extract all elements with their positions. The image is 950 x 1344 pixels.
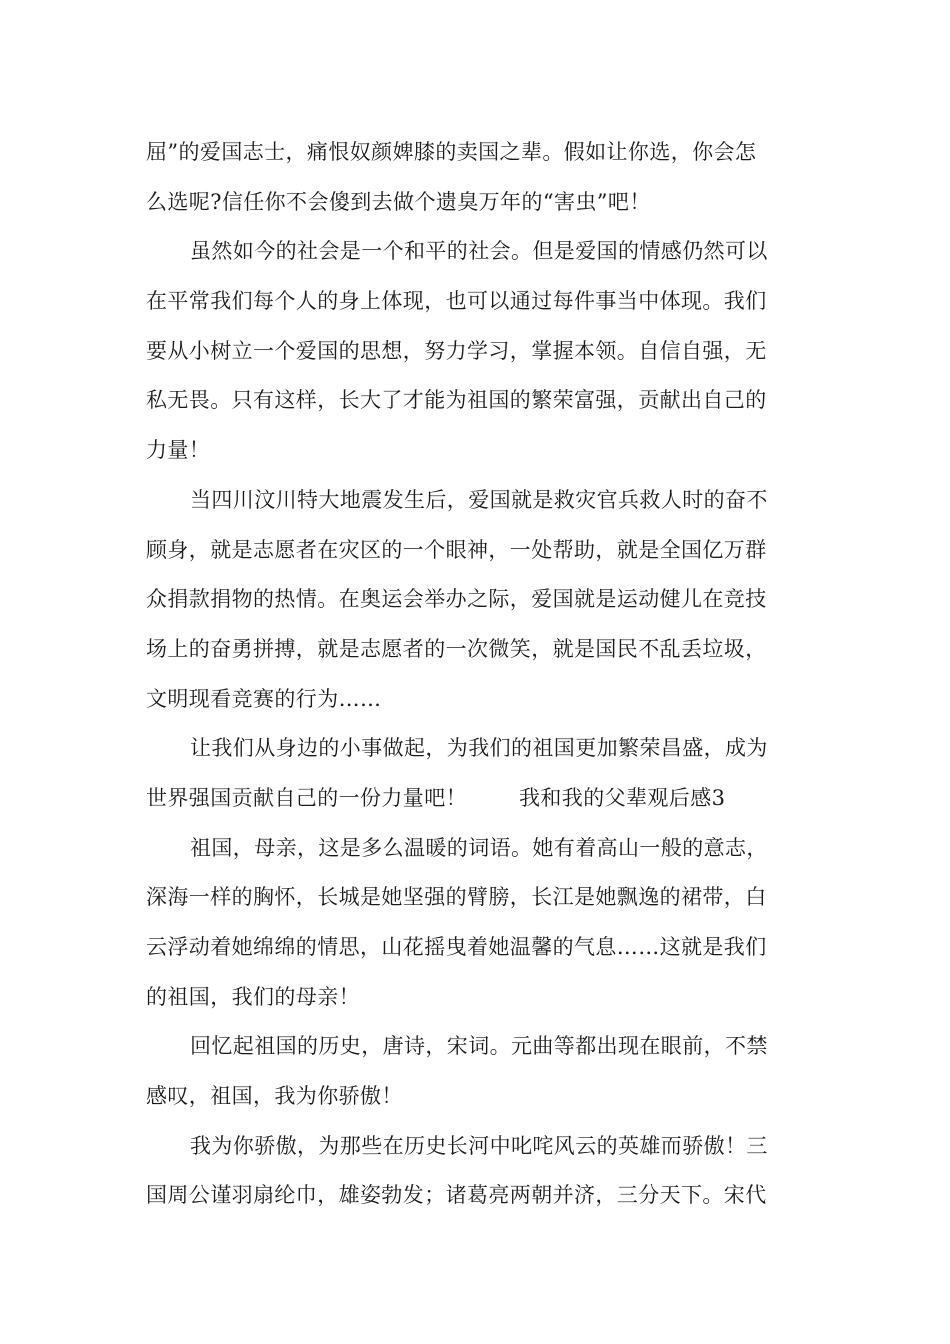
text-line: 场上的奋勇拼搏，就是志愿者的一次微笑，就是国民不乱丢垃圾， [146, 636, 767, 661]
paragraph-start-line: 当四川汶川特大地震发生后，爱国就是救灾官兵救人时的奋不 [190, 487, 768, 512]
text-line: 力量！ [146, 438, 211, 463]
paragraph-start-line: 我为你骄傲，为那些在历史长河中叱咤风云的英雄而骄傲！三 [190, 1133, 768, 1158]
text-line: 么选呢?信任你不会傻到去做个遗臭万年的“害虫”吧！ [146, 189, 651, 214]
text-line: 私无畏。只有这样，长大了才能为祖国的繁荣富强，贡献出自己的 [146, 388, 767, 413]
text-line: 深海一样的胸怀，长城是她坚强的臂膀，长江是她飘逸的裙带，白 [146, 885, 767, 910]
text-line-with-heading [146, 774, 806, 824]
paragraph-start-line: 虽然如今的社会是一个和平的社会。但是爱国的情感仍然可以 [190, 239, 768, 264]
text-line: 屈”的爱国志士，痛恨奴颜婢膝的卖国之辈。假如让你选，你会怎 [146, 140, 757, 164]
paragraph-start-line: 让我们从身边的小事做起，为我们的祖国更加繁荣昌盛，成为 [190, 736, 768, 761]
text-line: 在平常我们每个人的身上体现，也可以通过每件事当中体现。我们 [146, 289, 767, 314]
paragraph-start-line: 祖国，母亲，这是多么温暖的词语。她有着高山一般的意志， [190, 835, 768, 860]
text-line: 文明现看竞赛的行为…… [146, 686, 382, 711]
text-line: 感叹，祖国，我为你骄傲！ [146, 1084, 403, 1109]
paragraph-start-line: 回忆起祖国的历史，唐诗，宋词。元曲等都出现在眼前，不禁 [190, 1034, 768, 1059]
text-line: 国周公谨羽扇纶巾，雄姿勃发；诸葛亮两朝并济，三分天下。宋代 [146, 1183, 767, 1208]
text-line: 要从小树立一个爱国的思想，努力学习，掌握本领。自信自强，无 [146, 338, 767, 363]
text-line: 顾身，就是志愿者在灾区的一个眼神，一处帮助，就是全国亿万群 [146, 537, 767, 562]
section-heading: 我和我的父辈观后感3 [519, 785, 726, 810]
document-body [146, 128, 806, 1221]
text-line: 的祖国，我们的母亲！ [146, 984, 360, 1009]
text-segment: 世界强国贡献自己的一份力量吧！ [146, 785, 467, 810]
text-line: 云浮动着她绵绵的情思，山花摇曳着她温馨的气息……这就是我们 [146, 935, 767, 959]
text-line: 众捐款捐物的热情。在奥运会举办之际，爱国就是运动健儿在竞技 [146, 587, 767, 612]
